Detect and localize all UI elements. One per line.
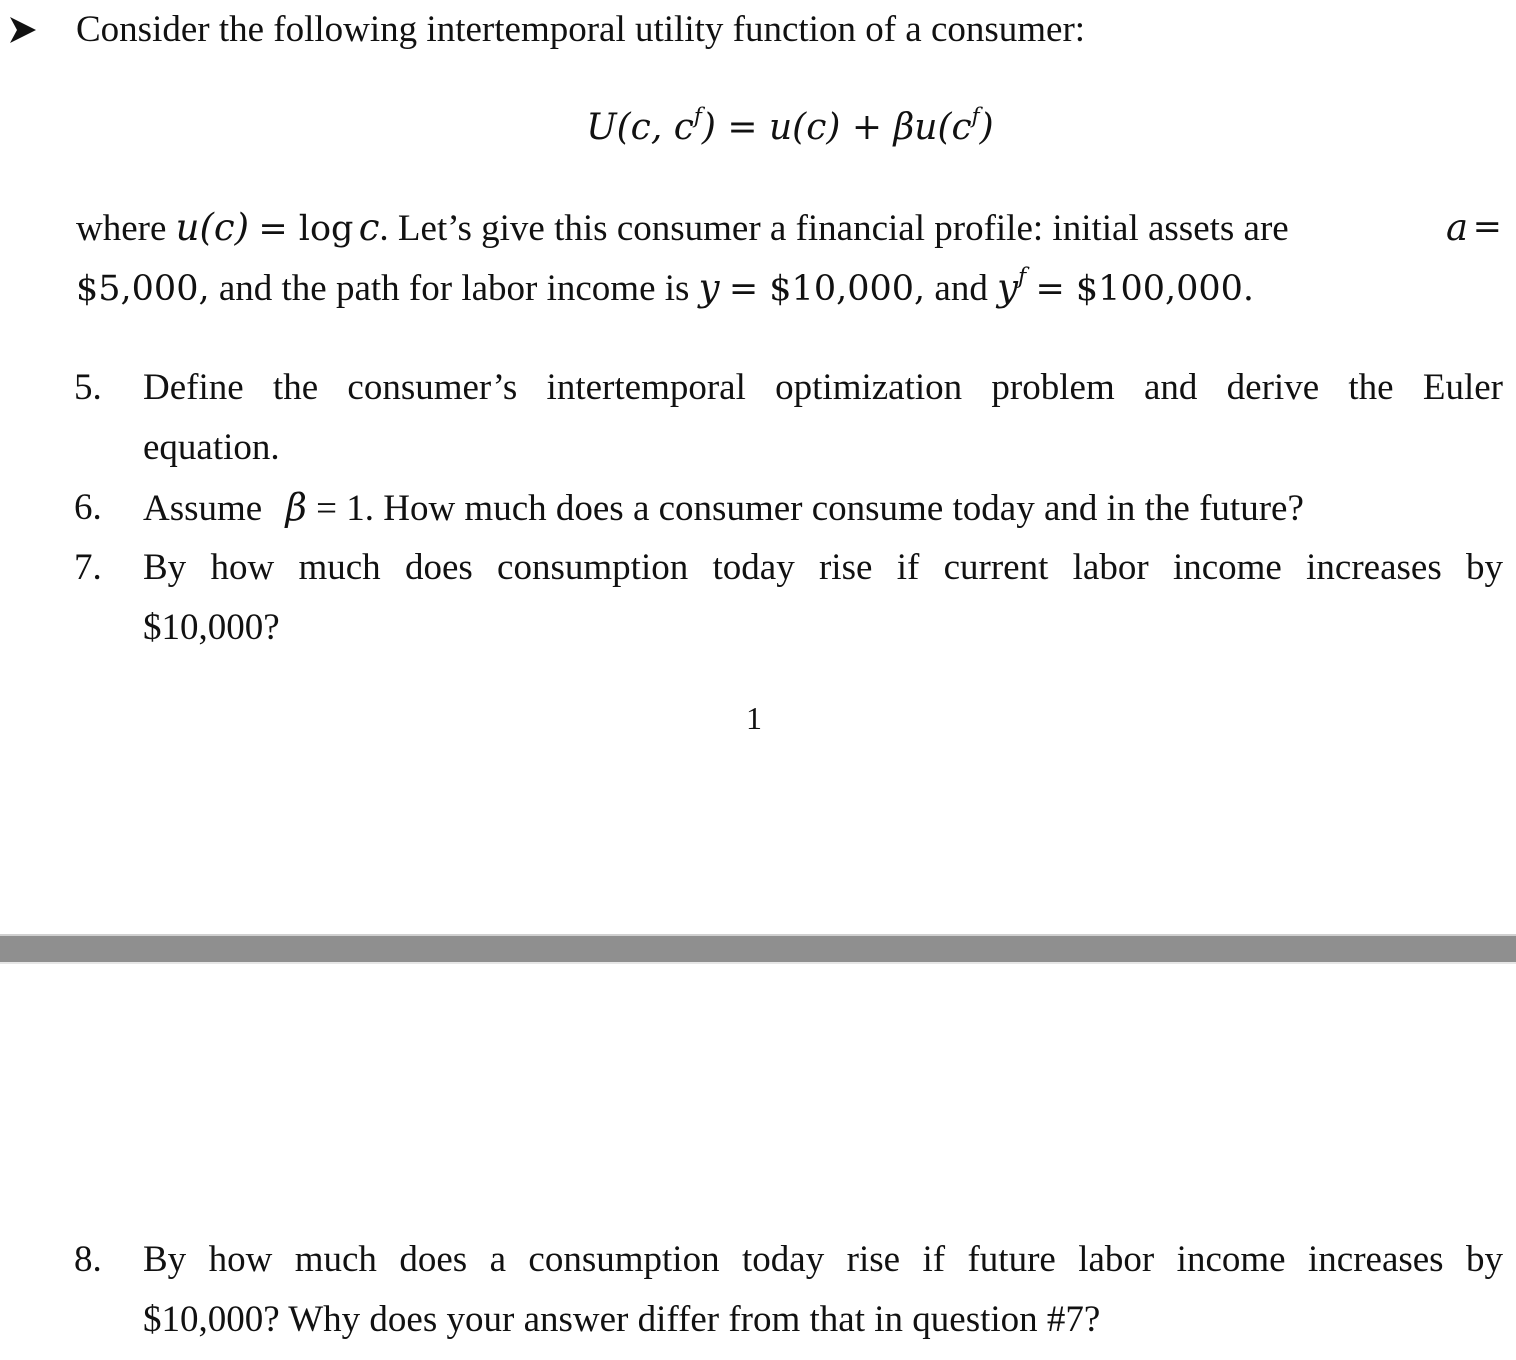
question-8-number: 8.	[74, 1239, 102, 1280]
page-number: 1	[746, 700, 762, 736]
question-7-number: 7.	[74, 547, 102, 588]
profile-line-2	[76, 263, 1255, 311]
a-equals: =	[1472, 207, 1502, 247]
and-word: and	[934, 268, 988, 309]
question-6-text	[143, 486, 1304, 531]
where-word: where	[76, 208, 167, 249]
equation-middle: ) = u(c) + βu(c	[701, 107, 972, 148]
yf-variable: y	[997, 266, 1018, 309]
equation-close: )	[979, 107, 994, 148]
y-value: = $10,000,	[728, 269, 926, 309]
c-variable: c	[358, 206, 380, 249]
question-5-line-1: Define the consumer’s intertemporal optimization problem and derive the Euler	[143, 367, 1503, 408]
yf-sup: f	[1017, 263, 1027, 290]
question-5-number: 5.	[74, 367, 102, 408]
eq-log: = log	[258, 209, 354, 249]
equation-lhs: U(c, c	[586, 107, 694, 148]
question-5-line-2: equation.	[143, 427, 280, 468]
arrowhead-bullet-icon	[8, 15, 38, 45]
beta-symbol: β	[285, 486, 307, 529]
intro-text: Consider the following intertemporal utility function of a consumer:	[76, 9, 1086, 50]
a-variable: a	[1445, 206, 1468, 249]
utility-equation	[0, 103, 1516, 148]
yf-value: = $100,000.	[1035, 269, 1255, 309]
question-7-line-2: $10,000?	[143, 607, 280, 648]
question-8-line-2: $10,000? Why does your answer differ from that in question #7?	[143, 1299, 1101, 1340]
profile-line-1	[76, 206, 1504, 251]
question-6-post: = 1. How much does a consumer consume today and in the future?	[316, 488, 1304, 529]
page-break-divider	[0, 934, 1516, 964]
equation-rhs-sup: f	[971, 103, 980, 129]
assets-value: $5,000,	[76, 269, 210, 309]
question-8-line-1: By how much does a consumption today rise if future labor income increases by	[143, 1239, 1503, 1280]
u-of-c: u(c)	[175, 206, 250, 249]
profile-sentence: . Let’s give this consumer a financial profile: initial assets are	[379, 208, 1289, 249]
question-7-line-1: By how much does consumption today rise if current labor income increases by	[143, 547, 1503, 588]
equation-lhs-sup: f	[693, 103, 702, 129]
question-6-number: 6.	[74, 487, 102, 528]
question-6-pre: Assume	[143, 488, 263, 529]
y-variable: y	[698, 266, 720, 309]
income-path-text: and the path for labor income is	[218, 268, 690, 309]
